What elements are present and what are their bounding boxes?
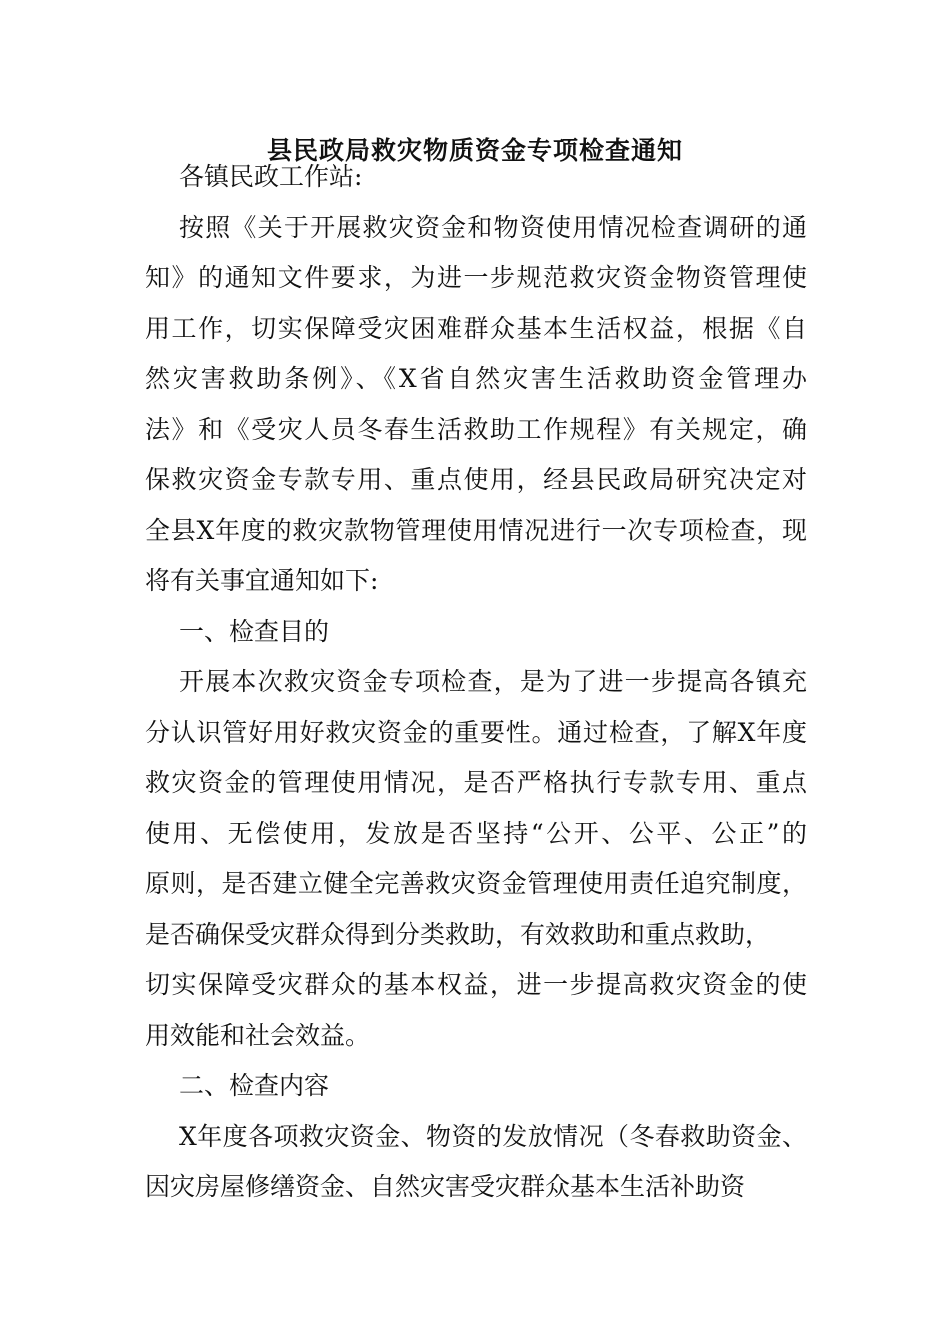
text-line: 用工作，切实保障受灾困难群众基本生活权益，根据《自 [145,313,807,343]
text-line: 用效能和社会效益。 [145,1020,371,1050]
text-line: 保救灾资金专款专用、重点使用，经县民政局研究决定对 [145,465,807,494]
text-line: 分认识管好用好救灾资金的重要性。通过检查，了解X年度 [145,717,807,747]
document-body [145,152,807,1213]
text-line: 原则，是否建立健全完善救灾资金管理使用责任追究制度， [145,869,807,898]
text-line: 然灾害救助条例》、《X省自然灾害生活救助资金管理办 [145,364,807,393]
text-line: 全县X年度的救灾款物管理使用情况进行一次专项检查，现 [145,515,807,545]
text-line: 各镇民政工作站: [179,162,363,191]
text-line: 一、检查目的 [179,616,330,646]
text-line: 使用、无偿使用，发放是否坚持“公开、公平、公正”的 [145,818,807,848]
text-line: 因灾房屋修缮资金、自然灾害受灾群众基本生活补助资 [145,1172,746,1201]
text-line: X年度各项救灾资金、物资的发放情况（冬春救助资金、 [179,1121,807,1151]
text-line: 按照《关于开展救灾资金和物资使用情况检查调研的通 [179,212,807,242]
text-line: 是否确保受灾群众得到分类救助，有效救助和重点救助， [145,919,771,949]
text-line: 救灾资金的管理使用情况，是否严格执行专款专用、重点 [145,768,807,797]
text-line: 法》和《受灾人员冬春生活救助工作规程》有关规定，确 [145,414,807,444]
text-line: 将有关事宜通知如下: [145,566,379,595]
document-title: 县民政局救灾物质资金专项检查通知 [266,136,683,165]
text-line: 切实保障受灾群众的基本权益，进一步提高救灾资金的使 [145,970,807,999]
text-line: 开展本次救灾资金专项检查，是为了进一步提高各镇充 [179,667,807,696]
text-line: 二、检查内容 [179,1071,330,1100]
text-line: 知》的通知文件要求，为进一步规范救灾资金物资管理使 [145,263,807,292]
